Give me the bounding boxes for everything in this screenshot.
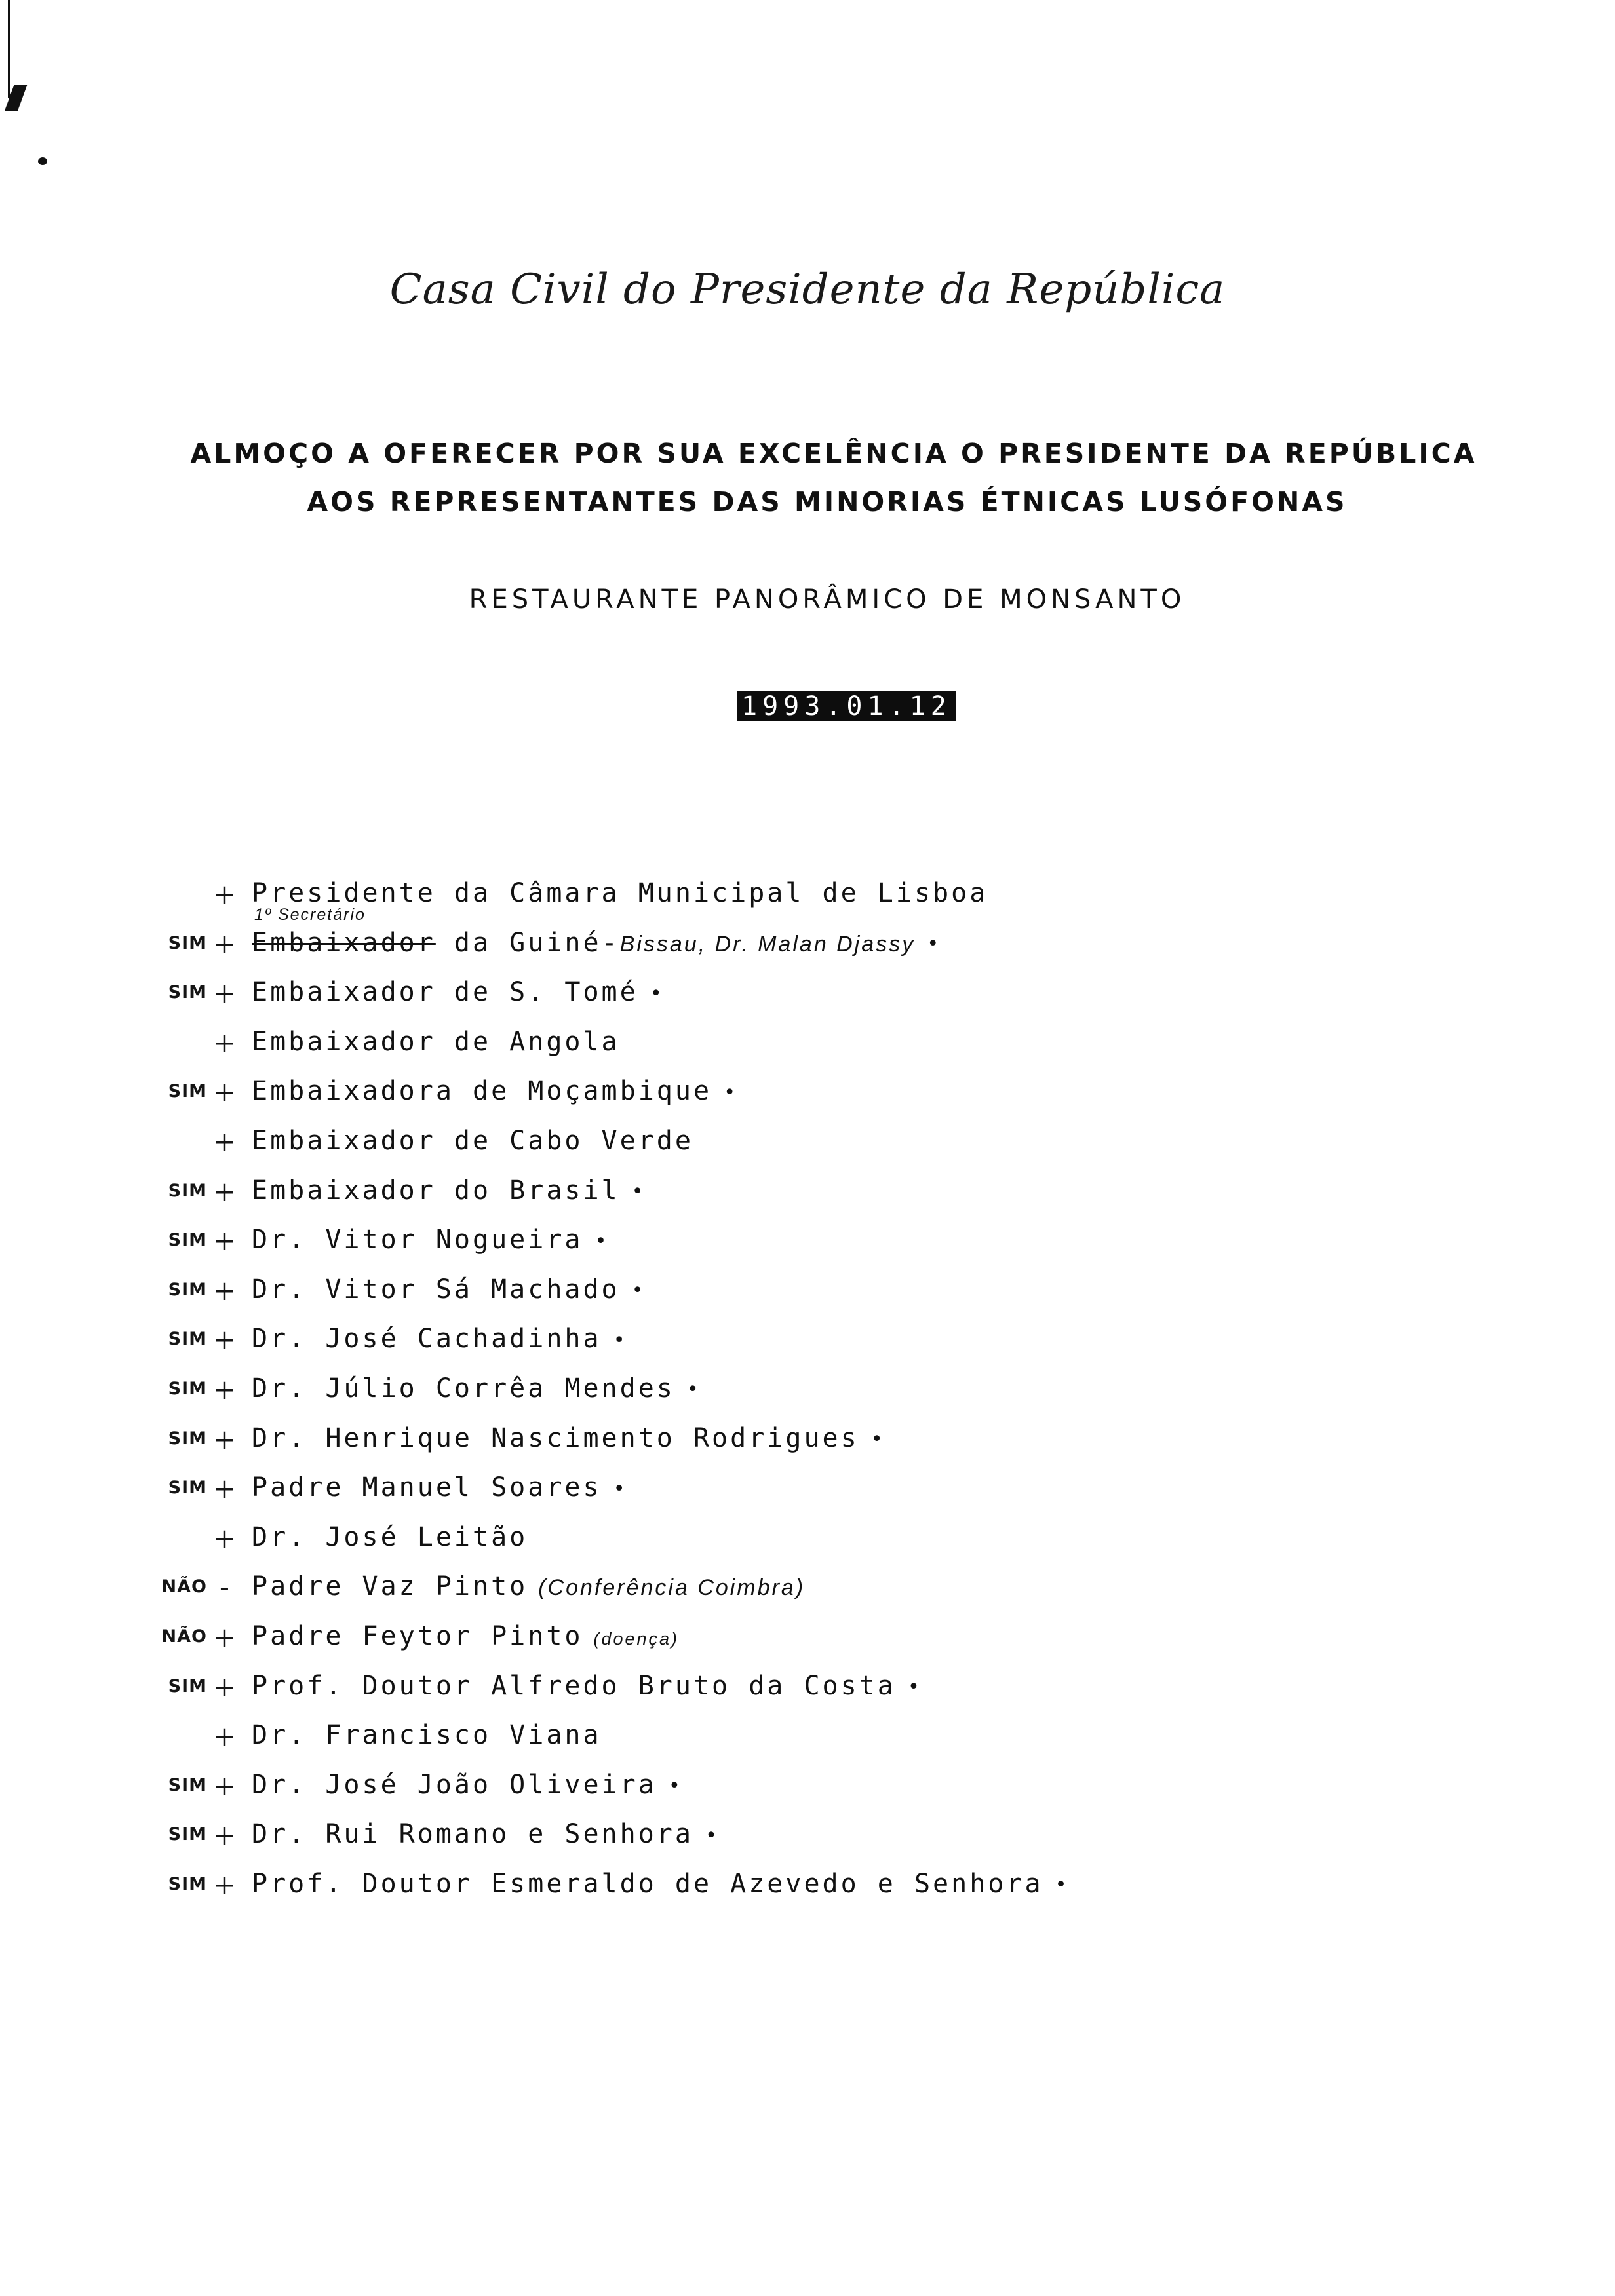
confirmed-dot: •	[907, 1675, 922, 1698]
confirmed-dot: •	[594, 1229, 610, 1253]
attendance-mark: SIM	[168, 1329, 207, 1350]
guest-name: Dr. José João Oliveira •	[252, 1769, 683, 1800]
list-symbol: +	[212, 1472, 237, 1505]
venue: RESTAURANTE PANORÂMICO DE MONSANTO	[469, 584, 1186, 615]
guest-name: Padre Vaz Pinto (Conferência Coimbra)	[252, 1571, 806, 1602]
guest-row	[0, 1713, 1615, 1763]
guest-name: Embaixador da Guiné-Bissau, Dr. Malan Djassy •	[252, 927, 942, 958]
attendance-mark: SIM	[168, 1774, 207, 1795]
list-symbol: +	[212, 977, 237, 1010]
guest-name: Embaixador de Cabo Verde	[252, 1125, 693, 1156]
guest-row	[0, 1615, 1615, 1664]
title-line-2: AOS REPRESENTANTES DAS MINORIAS ÉTNICAS LUSÓFONAS	[307, 486, 1348, 518]
confirmed-dot: •	[724, 1081, 739, 1104]
list-symbol: +	[212, 1620, 237, 1653]
guest-name: Dr. Vitor Sá Machado •	[252, 1274, 646, 1305]
attendance-mark: SIM	[168, 1081, 207, 1102]
attendance-mark: SIM	[168, 1428, 207, 1449]
guest-row	[0, 1069, 1615, 1119]
guest-row	[0, 1317, 1615, 1367]
list-symbol: +	[212, 1373, 237, 1406]
list-symbol: +	[212, 1274, 237, 1307]
handwritten-note: (Conferência Coimbra)	[538, 1575, 806, 1601]
confirmed-dot: •	[631, 1279, 646, 1303]
confirmed-dot: •	[613, 1477, 628, 1501]
list-symbol: +	[212, 878, 237, 910]
guest-row	[0, 1020, 1615, 1070]
attendance-mark: SIM	[168, 1279, 207, 1300]
attendance-mark: SIM	[168, 1824, 207, 1845]
confirmed-dot: •	[686, 1378, 701, 1402]
list-symbol: -	[219, 1571, 230, 1604]
list-symbol: +	[212, 1769, 237, 1802]
attendance-mark: SIM	[168, 1478, 207, 1499]
guest-row	[0, 1664, 1615, 1714]
scan-artifact-line	[8, 0, 10, 98]
scan-artifact-dot	[38, 157, 47, 165]
guest-row	[0, 970, 1615, 1020]
guest-row	[0, 1367, 1615, 1417]
list-symbol: +	[212, 1521, 237, 1554]
attendance-mark: SIM	[168, 1675, 207, 1696]
attendance-mark: NÃO	[161, 1577, 207, 1598]
guest-name: Embaixador de S. Tomé •	[252, 977, 665, 1008]
guest-row	[0, 1466, 1615, 1516]
confirmed-dot: •	[1055, 1873, 1070, 1897]
confirmed-dot: •	[705, 1824, 720, 1847]
confirmed-dot: •	[650, 982, 665, 1005]
list-symbol: +	[212, 1076, 237, 1109]
list-symbol: +	[212, 1670, 237, 1703]
guest-name: Dr. José Leitão	[252, 1521, 528, 1552]
date-stamp: 1993.01.12	[737, 691, 956, 721]
guest-name: Embaixador de Angola	[252, 1026, 620, 1057]
guest-name: Padre Feytor Pinto (doença)	[252, 1620, 680, 1651]
struck-text: Embaixador	[252, 927, 436, 958]
guest-row	[0, 1417, 1615, 1466]
guest-row	[0, 871, 1615, 921]
handwritten-note: (doença)	[593, 1628, 680, 1649]
guest-row	[0, 1516, 1615, 1565]
guest-name: Embaixadora de Moçambique •	[252, 1076, 739, 1107]
guest-name: Embaixador do Brasil •	[252, 1175, 646, 1206]
confirmed-dot: •	[870, 1428, 885, 1451]
list-symbol: +	[212, 1423, 237, 1455]
handwritten-insertion: 1º Secretário	[254, 905, 366, 924]
attendance-mark: SIM	[168, 1873, 207, 1894]
list-symbol: +	[212, 1225, 237, 1257]
attendance-mark: SIM	[168, 1230, 207, 1251]
attendance-mark: SIM	[168, 982, 207, 1003]
list-symbol: +	[212, 1720, 237, 1753]
list-symbol: +	[212, 927, 237, 960]
guest-row	[0, 1119, 1615, 1169]
guest-name: Dr. Vitor Nogueira •	[252, 1225, 610, 1255]
list-symbol: +	[212, 1324, 237, 1356]
list-symbol: +	[212, 1819, 237, 1852]
guest-row	[0, 1218, 1615, 1268]
guest-name: Prof. Doutor Esmeraldo de Azevedo e Senhora •	[252, 1868, 1070, 1899]
guest-name: Dr. José Cachadinha •	[252, 1324, 628, 1354]
letterhead: Casa Civil do Presidente da República	[389, 265, 1226, 314]
list-symbol: +	[212, 1026, 237, 1059]
guest-row	[0, 1812, 1615, 1862]
guest-row	[0, 905, 1615, 971]
guest-row	[0, 1169, 1615, 1219]
confirmed-dot: •	[668, 1774, 683, 1798]
guest-name: Presidente da Câmara Municipal de Lisboa	[252, 878, 988, 908]
attendance-mark: SIM	[168, 1378, 207, 1399]
list-symbol: +	[212, 1175, 237, 1208]
list-symbol: +	[212, 1125, 237, 1158]
attendance-mark: SIM	[168, 932, 207, 953]
confirmed-dot: •	[613, 1328, 628, 1352]
guest-name: Dr. Francisco Viana	[252, 1720, 602, 1751]
guest-name: Dr. Júlio Corrêa Mendes •	[252, 1373, 701, 1404]
guest-list	[0, 871, 1615, 1911]
confirmed-dot: •	[631, 1180, 646, 1204]
attendance-mark: NÃO	[161, 1626, 207, 1647]
handwritten-note: Bissau, Dr. Malan Djassy	[619, 931, 916, 957]
confirmed-dot: •	[927, 932, 942, 956]
attendance-mark: SIM	[168, 1180, 207, 1201]
guest-row	[0, 1763, 1615, 1813]
guest-row	[0, 1565, 1615, 1615]
list-symbol: +	[212, 1868, 237, 1901]
title-line-1: ALMOÇO A OFERECER POR SUA EXCELÊNCIA O PRESIDENTE DA REPÚBLICA	[190, 438, 1477, 469]
guest-row	[0, 1268, 1615, 1318]
guest-name: Dr. Rui Romano e Senhora •	[252, 1819, 720, 1850]
guest-row	[0, 1862, 1615, 1912]
guest-name: Dr. Henrique Nascimento Rodrigues •	[252, 1423, 885, 1453]
guest-name: Prof. Doutor Alfredo Bruto da Costa •	[252, 1670, 922, 1701]
guest-name: Padre Manuel Soares •	[252, 1472, 628, 1503]
